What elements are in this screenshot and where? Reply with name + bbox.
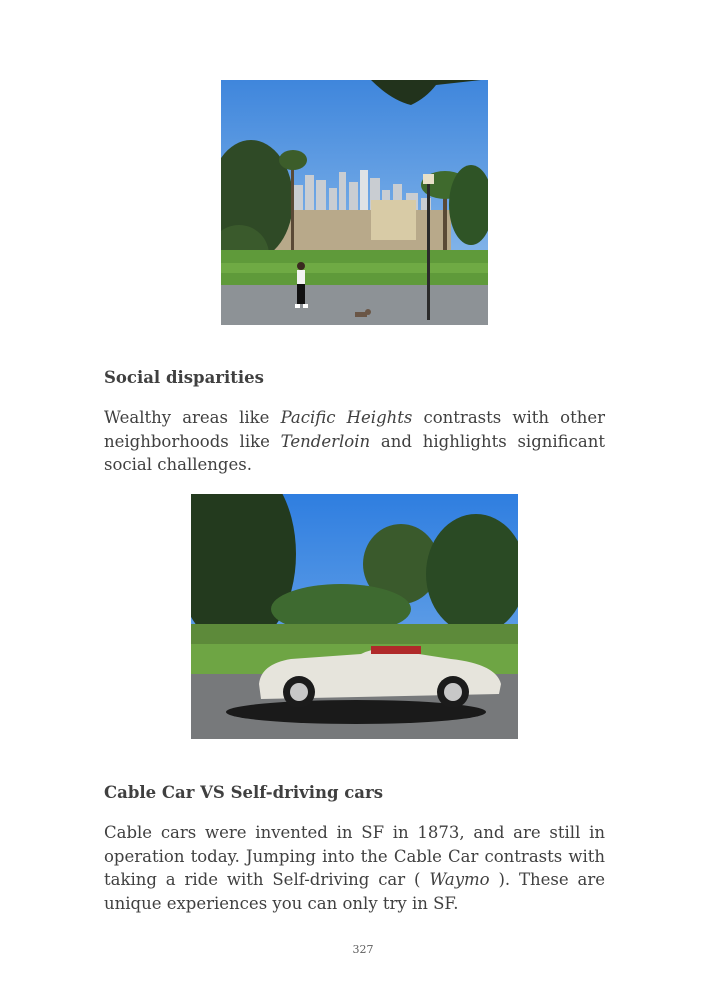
paragraph-text: ). These are unique experiences you can only try in SF.	[104, 870, 605, 913]
park-skyline-photo	[221, 80, 488, 325]
vintage-convertible-photo	[191, 494, 518, 739]
social-disparities-paragraph	[104, 406, 605, 477]
section-heading-cable-car: Cable Car VS Self-driving cars	[104, 783, 383, 802]
cable-car-paragraph	[104, 821, 605, 915]
place-name-emphasis: Tenderloin	[280, 431, 371, 451]
paragraph-text: Cable cars were invented in SF in 1873, and are still in operation today. Jumping into the Cable Car contrasts with taking a ride with Self-driving car (	[104, 823, 605, 889]
paragraph-text: and highlights significant social challenges.	[104, 431, 606, 474]
page-number: 327	[352, 943, 374, 956]
place-name-emphasis: Pacific Heights	[280, 408, 413, 427]
paragraph-text: Wealthy areas like	[104, 408, 281, 427]
brand-name-emphasis: Waymo	[429, 870, 490, 889]
section-heading-social-disparities: Social disparities	[104, 368, 264, 387]
paragraph-text: contrasts with other neighborhoods like	[104, 408, 605, 451]
